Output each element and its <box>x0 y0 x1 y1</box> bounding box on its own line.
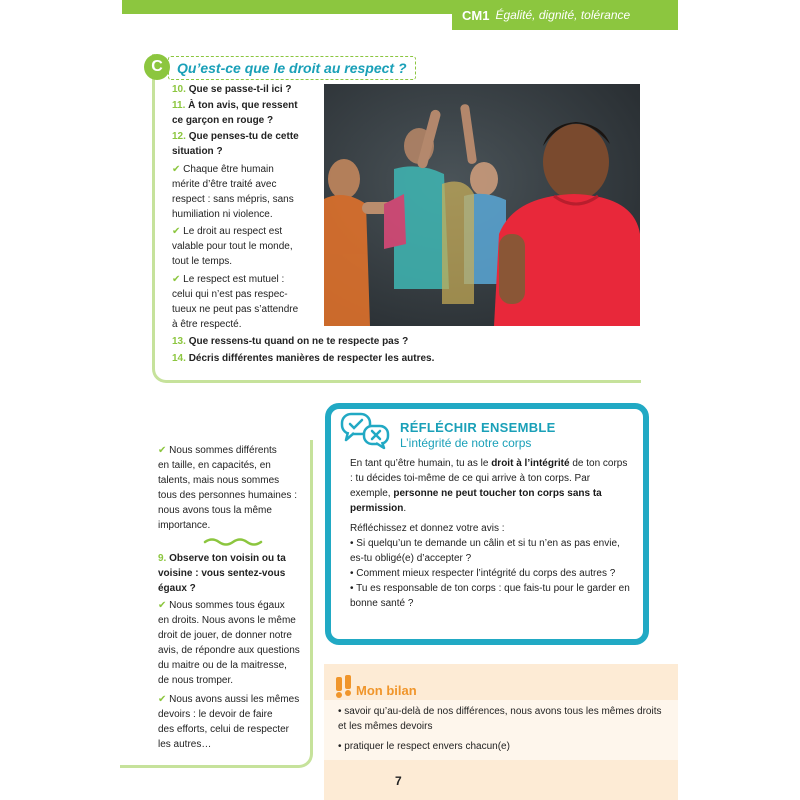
reflect-bullet-1: • Si quelqu’un te demande un câlin et si tu n’en as pas envie, es-tu obligé(e) d’accepter ? <box>350 538 620 564</box>
squiggle-divider <box>203 537 263 547</box>
bilan-item-2: • pratiquer le respect envers chacun(e) <box>338 741 510 752</box>
respect-paragraph-2: ✔ Le droit au respect est valable pour tout le monde, tout le temps. <box>172 226 293 267</box>
bilan-item-1: • savoir qu’au-delà de nos différences, nous avons tous les mêmes droits et les mêmes devoirs <box>338 706 662 732</box>
equality-paragraph: ✔ Nous sommes tous égaux en droits. Nous avons le même droit de jouer, de donner notre avis, de répondre aux questions du maitre ou de la maitresse, de nous tromper. <box>158 600 300 686</box>
reflect-bullet-3: • Tu es responsable de ton corps : que fais-tu pour le garder en bonne santé ? <box>350 583 630 609</box>
reflect-bullet-2: • Comment mieux respecter l’intégrité du corps des autres ? <box>350 568 616 579</box>
bilan-list <box>338 704 668 754</box>
page-number: 7 <box>395 774 402 788</box>
check-icon: ✔ <box>172 274 181 285</box>
check-icon: ✔ <box>158 445 167 456</box>
chapter-code: CM1 <box>462 7 490 23</box>
question-13: 13. Que ressens-tu quand on ne te respecte pas ? <box>172 336 409 347</box>
check-icon: ✔ <box>172 164 181 175</box>
reflect-text <box>350 456 632 611</box>
question-10: 10. Que se passe-t-il ici ? <box>172 84 292 95</box>
reflect-title: RÉFLÉCHIR ENSEMBLE <box>400 420 556 435</box>
reflect-paragraph-2: Réfléchissez et donnez votre avis : <box>350 523 505 534</box>
section-c-title: Qu’est-ce que le droit au respect ? <box>168 56 416 80</box>
question-14: 14. Décris différentes manières de respecter les autres. <box>172 353 435 364</box>
check-icon: ✔ <box>158 600 167 611</box>
respect-paragraph-1: ✔ Chaque être humain mérite d’être traité avec respect : sans mépris, sans humiliation ni violence. <box>172 164 294 220</box>
photo-illustration <box>324 84 640 326</box>
bullying-photo <box>324 84 640 326</box>
chapter-header <box>452 0 678 30</box>
chapter-title: Égalité, dignité, tolérance <box>495 8 631 22</box>
differences-paragraph: ✔ Nous sommes différents en taille, en capacités, en talents, mais nous sommes tous des personnes humaines : nous avons tous la même importance. <box>158 445 297 531</box>
bilan-title: Mon bilan <box>356 683 417 698</box>
respect-paragraph-3: ✔ Le respect est mutuel : celui qui n’est pas respec- tueux ne peut pas s’attendre à être respecté. <box>172 274 299 330</box>
duties-paragraph: ✔ Nous avons aussi les mêmes devoirs : le devoir de faire des efforts, celui de respecter les autres… <box>158 694 300 750</box>
question-12: 12. Que penses-tu de cette situation ? <box>172 131 299 157</box>
reflect-subtitle: L’intégrité de notre corps <box>400 436 532 450</box>
section-c-badge: C <box>144 54 170 80</box>
question-11: 11. À ton avis, que ressent ce garçon en rouge ? <box>172 100 298 126</box>
exclamation-icon <box>335 675 353 699</box>
reflect-paragraph-1: En tant qu’être humain, tu as le droit à l’intégrité de ton corps : tu décides toi-même de ce qui arrive à ton corps. Par exemple, personne ne peut toucher ton corps sans ta permission. <box>350 458 628 514</box>
check-icon: ✔ <box>158 694 167 705</box>
check-icon: ✔ <box>172 226 181 237</box>
question-9: 9. Observe ton voisin ou ta voisine : vous sentez-vous égaux ? <box>158 553 286 594</box>
speech-bubbles-icon <box>340 412 392 450</box>
